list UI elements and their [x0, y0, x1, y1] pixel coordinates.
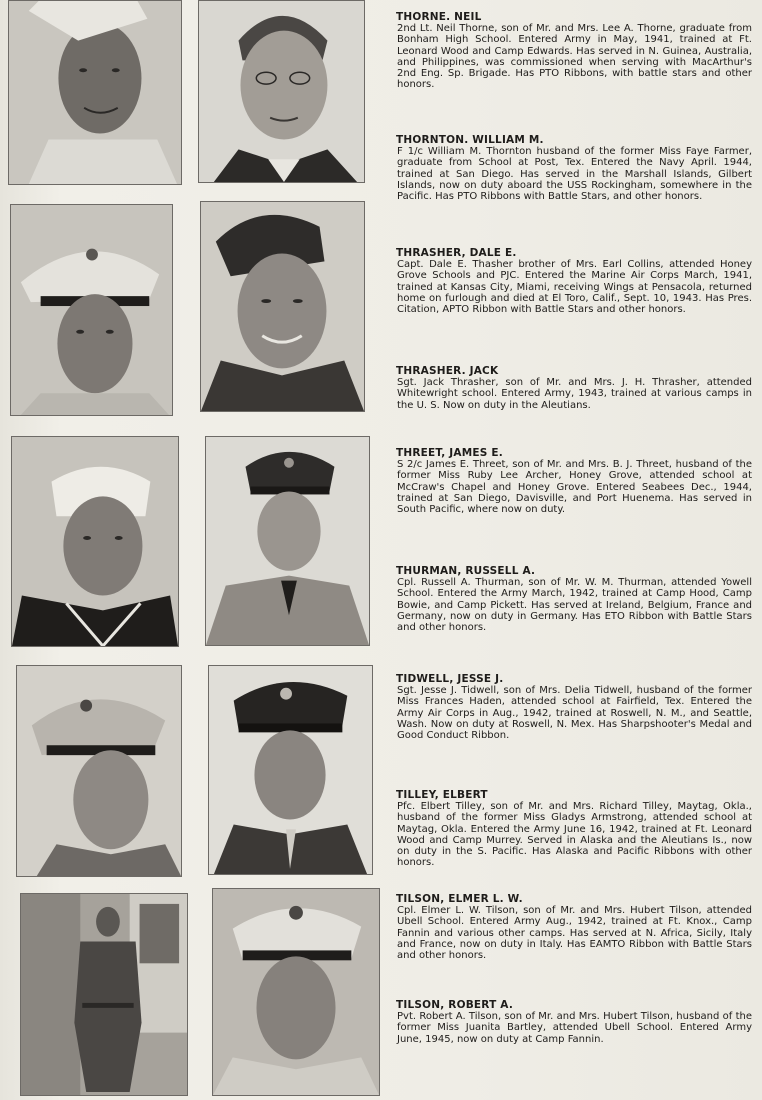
entry-bio: Sgt. Jack Thrasher, son of Mr. and Mrs. J. H. Thrasher, attended Whitewright school. Entered Army, 1943, trained at various camps in the U. S. Now on duty in the Aleutians.: [397, 377, 752, 411]
entry-thornton-william: [396, 134, 752, 202]
entry-name: THREET, JAMES E.: [396, 447, 503, 459]
entry-bio: 2nd Lt. Neil Thorne, son of Mr. and Mrs. Lee A. Thorne, graduate from Bonham High School. Entered Army in May, 1941, trained at Ft. Leonard Wood and Camp Edwards. Has served in N. Guinea, Australia, and Philippines, was commissioned when serving with MacArthur's 2nd Eng. Sp. Brigade. Has PTO Ribbons, with battle stars and other honors.: [397, 23, 752, 91]
entry-name: THRASHER, DALE E.: [396, 247, 517, 259]
entry-thrasher-dale: [396, 247, 752, 315]
entry-name: TIDWELL, JESSE J.: [396, 673, 504, 685]
photo-tilson-elmer: [20, 893, 188, 1096]
entry-bio: Cpl. Elmer L. W. Tilson, son of Mr. and Mrs. Hubert Tilson, attended Ubell School. Entered Army Aug., 1942, trained at Ft. Knox., Camp Fannin and various other camps. Has served at N. Africa, Sicily, Italy and France, now on duty in Italy. Has EAMTO Ribbon with Battle Stars and other honors.: [397, 905, 752, 962]
photo-tilson-robert: [212, 888, 380, 1096]
entry-bio: F 1/c William M. Thornton husband of the former Miss Faye Farmer, graduate from School at Post, Tex. Entered the Navy April. 1944, trained at San Diego. Has served in the Marshall Islands, Gilbert Islands, now on duty aboard the USS Rockingham, somewhere in the Pacific. Has PTO Ribbons with Battle Stars, and other honors.: [397, 146, 752, 203]
entry-tidwell-jesse: [396, 673, 752, 741]
entry-thorne-neil: [396, 11, 752, 91]
entry-bio: Pfc. Elbert Tilley, son of Mr. and Mrs. Richard Tilley, Maytag, Okla., husband of the former Miss Gladys Armstrong, attended school at Maytag, Okla. Entered the Army June 16, 1942, trained at Ft. Leonard Wood and Camp Murrey. Served in Alaska and the Aleutians Is., now on duty in the S. Pacific. Has Alaska and Pacific Ribbons with other honors.: [397, 801, 752, 869]
entry-bio: Pvt. Robert A. Tilson, son of Mr. and Mrs. Hubert Tilson, husband of the former Miss Juanita Bartley, attended Ubell School. Entered Army June, 1945, now on duty at Camp Fannin.: [397, 1011, 752, 1045]
entry-tilson-elmer: [396, 893, 752, 961]
entry-name: THRASHER. JACK: [396, 365, 499, 377]
photo-threet-james: [11, 436, 179, 647]
entry-thrasher-jack: [396, 365, 752, 411]
photo-thrasher-jack: [200, 201, 365, 412]
photo-thrasher-dale: [10, 204, 173, 416]
entry-name: THURMAN, RUSSELL A.: [396, 565, 536, 577]
entry-name: TILSON, ELMER L. W.: [396, 893, 523, 905]
entry-bio: Capt. Dale E. Thasher brother of Mrs. Earl Collins, attended Honey Grove Schools and PJC. Entered the Marine Air Corps March, 1941, trained at Kansas City, Miami, receiving Wings at Pensacola, returned home on furlough and died at El Toro, Calif., Sept. 10, 1943. Has Pres. Citation, APTO Ribbon with Battle Stars and other honors.: [397, 259, 752, 316]
entry-threet-james: [396, 447, 752, 515]
entry-bio: S 2/c James E. Threet, son of Mr. and Mrs. B. J. Threet, husband of the former Miss Ruby Lee Archer, Honey Grove, attended school at McCraw's Chapel and Honey Grove. Entered Seabees Dec., 1944, trained at San Diego, Davisville, and Port Huenema. Has served in South Pacific, where now on duty.: [397, 459, 752, 516]
entry-thurman-russell: [396, 565, 752, 633]
entry-tilley-elbert: [396, 789, 752, 869]
entry-bio: Sgt. Jesse J. Tidwell, son of Mrs. Delia Tidwell, husband of the former Miss Frances Haden, attended school at Fairfield, Tex. Entered the Army Air Corps in Aug., 1942, trained at Roswell, N. M., and Seattle, Wash. Now on duty at Roswell, N. Mex. Has Sharpshooter's Medal and Good Conduct Ribbon.: [397, 685, 752, 742]
entry-name: THORNE. NEIL: [396, 11, 482, 23]
entry-name: THORNTON. WILLIAM M.: [396, 134, 544, 146]
entry-bio: Cpl. Russell A. Thurman, son of Mr. W. M. Thurman, attended Yowell School. Entered the Army March, 1942, trained at Camp Hood, Camp Bowie, and Camp Pickett. Has served at Ireland, Belgium, France and Germany, now on duty in Germany. Has ETO Ribbon with Battle Stars and other honors.: [397, 577, 752, 634]
entry-name: TILSON, ROBERT A.: [396, 999, 514, 1011]
photo-thornton-william: [198, 0, 365, 183]
photo-thurman-russell: [205, 436, 370, 646]
photo-tidwell-jesse: [16, 665, 182, 877]
photo-tilley-elbert: [208, 665, 373, 875]
photo-thorne-neil: [8, 0, 182, 185]
entry-tilson-robert: [396, 999, 752, 1045]
entry-name: TILLEY, ELBERT: [396, 789, 488, 801]
